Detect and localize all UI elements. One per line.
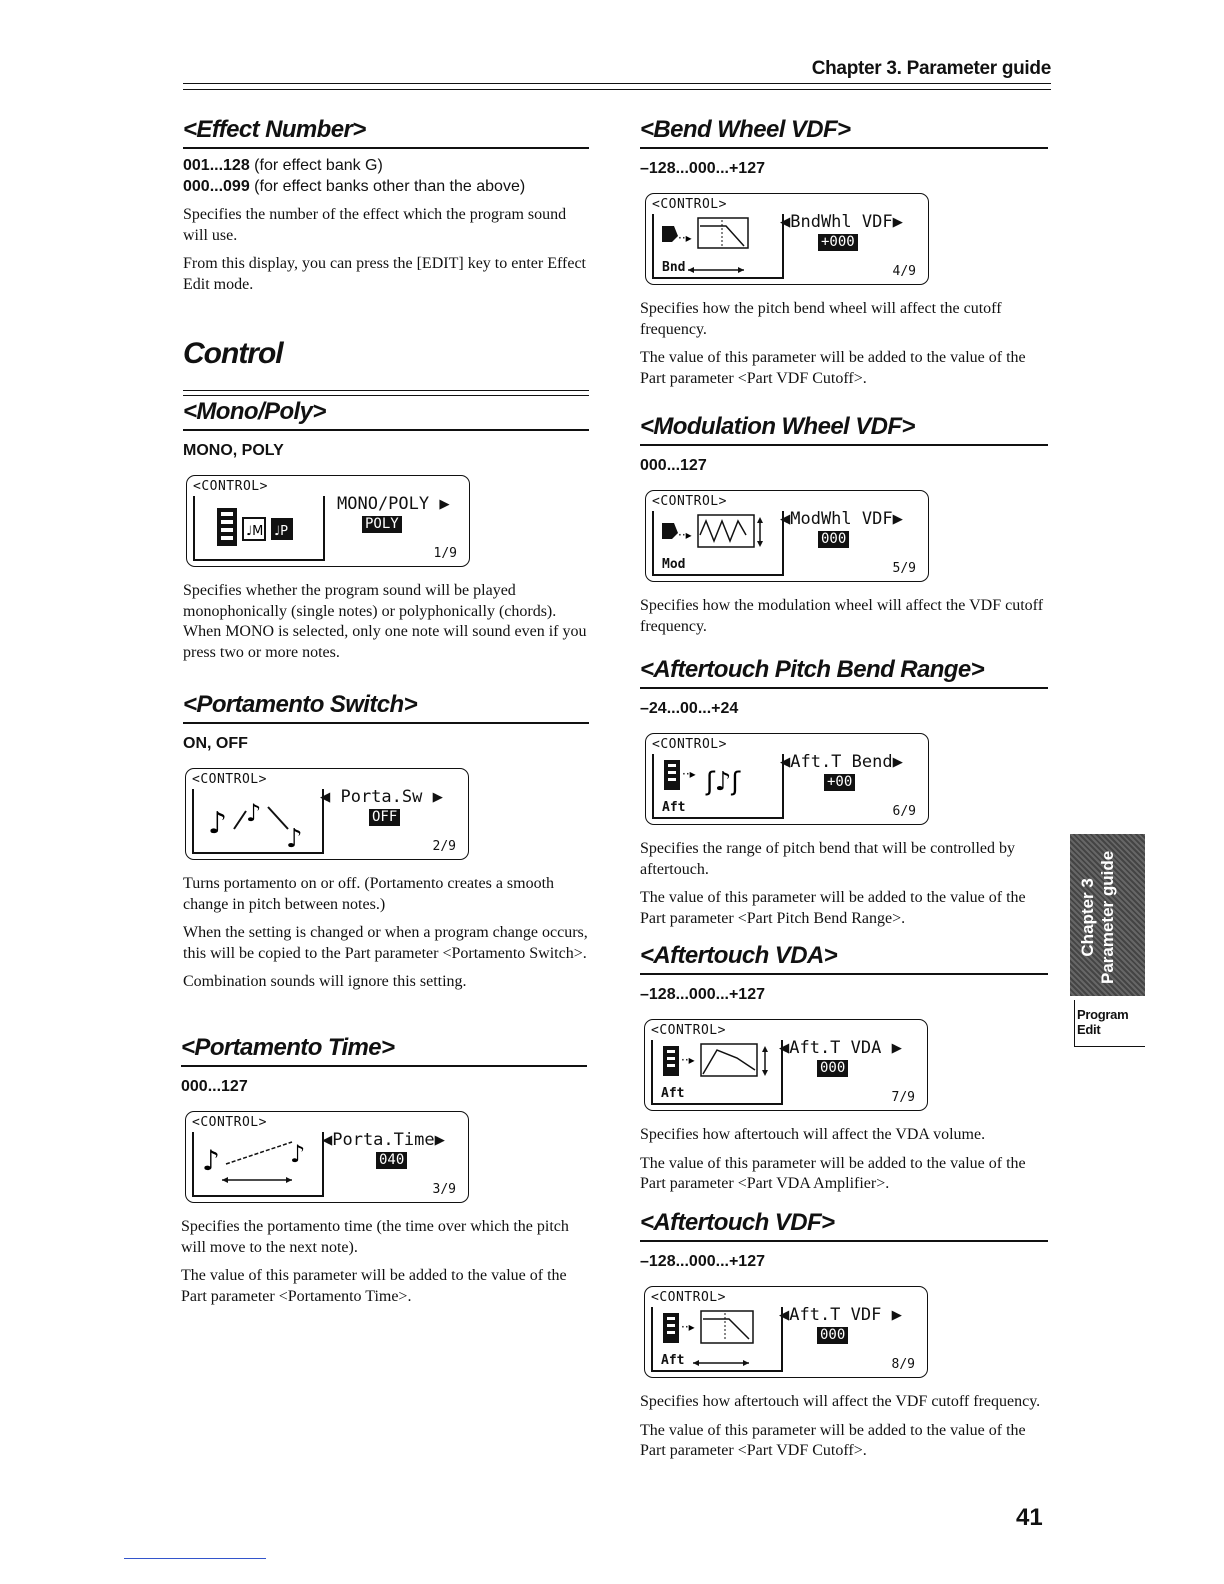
lcd-display [185, 1111, 469, 1203]
side-tab-rule [1074, 1000, 1075, 1046]
body-text: Combination sounds will ignore this setting. [183, 973, 467, 990]
section-effect-number [183, 115, 589, 295]
lcd-parameter: ◀Aft.T VDF ▶ [779, 1305, 902, 1325]
section-heading: <Aftertouch VDA> [640, 942, 838, 969]
major-heading: Control [183, 337, 283, 370]
lcd-value: 040 [376, 1152, 407, 1169]
footer-mark [124, 1558, 266, 1559]
lcd-value: OFF [369, 809, 400, 826]
body-text: Specifies how aftertouch will affect the VDF cutoff frequency. [640, 1393, 1041, 1410]
value-range: ON, OFF [183, 735, 248, 752]
lcd-control-label: <CONTROL> [193, 479, 268, 494]
range-line: 000...099 (for effect banks other than the above) [183, 178, 526, 195]
body-text: Specifies the portamento time (the time over which the pitch will move to the next note). [181, 1218, 569, 1256]
lcd-page: 1/9 [433, 546, 457, 561]
heading-rule [640, 973, 1048, 975]
lcd-page: 6/9 [892, 804, 916, 819]
lcd-value: 000 [817, 1060, 848, 1077]
svg-text:♪: ♪ [246, 799, 262, 827]
value-range: 000...127 [181, 1078, 248, 1095]
value-range: –24...00...+24 [640, 700, 739, 717]
svg-text:♪: ♪ [286, 824, 303, 852]
lcd-display [644, 1019, 928, 1111]
section-aftertouch-pitch-bend [640, 655, 1048, 929]
body-text: The value of this parameter will be added to the value of the Part parameter <Part VDF Cutoff>. [640, 1421, 1026, 1459]
keyboard-icon [195, 496, 323, 559]
svg-text:··▸: ··▸ [682, 767, 696, 781]
lcd-display [186, 475, 470, 567]
value-range: –128...000...+127 [640, 1253, 765, 1270]
range-line: 001...128 (for effect bank G) [183, 157, 383, 174]
mono-poly-icon [193, 496, 325, 561]
lcd-control-label: <CONTROL> [192, 1115, 267, 1130]
lcd-display [645, 490, 929, 582]
heading-rule-thin [183, 395, 589, 396]
portamento-notes-icon [192, 789, 324, 854]
section-heading: <Aftertouch Pitch Bend Range> [640, 656, 984, 683]
chapter-side-tab [1070, 834, 1145, 996]
lcd-parameter: ◀ModWhl VDF▶ [780, 509, 903, 529]
lcd-control-label: <CONTROL> [651, 1023, 726, 1038]
heading-rule [181, 1065, 587, 1067]
note-glide-icon [194, 789, 322, 852]
lcd-parameter: ◀Aft.T Bend▶ [780, 752, 903, 772]
lcd-source-label: Aft [661, 1086, 685, 1101]
lcd-value: +000 [818, 234, 858, 251]
lcd-parameter: ◀ Porta.Sw ▶ [320, 787, 443, 807]
lcd-display [644, 1286, 928, 1378]
lcd-control-label: <CONTROL> [651, 1290, 726, 1305]
body-text: Specifies the number of the effect which the program sound will use. [183, 206, 567, 244]
page-number: 41 [1016, 1504, 1043, 1531]
heading-rule [640, 147, 1048, 149]
lcd-parameter: ◀BndWhl VDF▶ [780, 212, 903, 232]
lcd-parameter: ◀Porta.Time▶ [322, 1130, 445, 1150]
glide-time-icon [194, 1132, 322, 1195]
section-portamento-switch [183, 690, 589, 993]
section-heading: <Mono/Poly> [183, 398, 326, 425]
lcd-parameter: ◀Aft.T VDA ▶ [779, 1038, 902, 1058]
bend-wheel-icon [652, 214, 784, 279]
section-heading: <Portamento Time> [181, 1034, 395, 1061]
side-tab-underline [1074, 1046, 1145, 1047]
lcd-source-label: Mod [662, 557, 686, 572]
svg-text:♪: ♪ [202, 1144, 220, 1177]
heading-rule [640, 1240, 1048, 1242]
svg-text:··▸: ··▸ [678, 231, 692, 245]
lcd-value: 000 [818, 531, 849, 548]
lcd-control-label: <CONTROL> [192, 772, 267, 787]
aftertouch-vda-icon [651, 1040, 783, 1105]
section-portamento-time [181, 1033, 587, 1307]
lcd-page: 7/9 [891, 1090, 915, 1105]
lcd-source-label: Aft [661, 1353, 685, 1368]
section-aftertouch-vda [640, 941, 1048, 1195]
heading-rule [183, 390, 589, 391]
lcd-page: 2/9 [432, 839, 456, 854]
heading-rule [183, 147, 589, 149]
lcd-control-label: <CONTROL> [652, 737, 727, 752]
svg-text:··▸: ··▸ [681, 1053, 695, 1067]
body-text: The value of this parameter will be added to the value of the Part parameter <Part VDF Cutoff>. [640, 349, 1026, 387]
body-text: The value of this parameter will be added to the value of the Part parameter <Portamento Time>. [181, 1267, 567, 1305]
lcd-parameter: MONO/POLY ▶ [337, 494, 450, 514]
lcd-page: 3/9 [432, 1182, 456, 1197]
lcd-control-label: <CONTROL> [652, 494, 727, 509]
svg-text:♪: ♪ [290, 1140, 306, 1168]
section-bend-wheel-vdf [640, 115, 1048, 389]
section-control [183, 336, 589, 396]
body-text: When the setting is changed or when a program change occurs, this will be copied to the Part parameter <Portamento Switch>. [183, 924, 588, 962]
lcd-page: 4/9 [892, 264, 916, 279]
aftertouch-bend-icon [652, 754, 784, 819]
lcd-page: 8/9 [891, 1357, 915, 1372]
svg-text:··▸: ··▸ [678, 528, 692, 542]
lcd-control-label: <CONTROL> [652, 197, 727, 212]
body-text: Turns portamento on or off. (Portamento creates a smooth change in pitch between notes.) [183, 875, 555, 913]
heading-rule [183, 722, 589, 724]
svg-text:♪: ♪ [208, 806, 228, 841]
svg-text:♩P: ♩P [274, 524, 288, 539]
body-text: Specifies how aftertouch will affect the VDA volume. [640, 1126, 986, 1143]
section-heading: <Aftertouch VDF> [640, 1209, 835, 1236]
svg-text:♩M: ♩M [246, 524, 264, 539]
lcd-display [185, 768, 469, 860]
value-range: MONO, POLY [183, 442, 284, 459]
lcd-page: 5/9 [892, 561, 916, 576]
body-text: From this display, you can press the [EDIT] key to enter Effect Edit mode. [183, 255, 586, 293]
section-heading: <Bend Wheel VDF> [640, 116, 851, 143]
lcd-display [645, 733, 929, 825]
body-text: Specifies whether the program sound will be played monophonically (single notes) or polyphonically (chords). When MONO is selected, only one note will sound even if you press two or more notes. [183, 582, 587, 661]
body-text: Specifies how the modulation wheel will affect the VDF cutoff frequency. [640, 597, 1044, 635]
running-header [183, 58, 1051, 94]
lcd-display [645, 193, 929, 285]
section-aftertouch-vdf [640, 1208, 1048, 1462]
section-heading: <Portamento Switch> [183, 691, 417, 718]
section-mod-wheel-vdf [640, 412, 1048, 637]
svg-text:··▸: ··▸ [681, 1320, 695, 1334]
value-range: –128...000...+127 [640, 986, 765, 1003]
section-heading: <Effect Number> [183, 116, 366, 143]
lcd-value: POLY [362, 516, 402, 533]
value-range: 000...127 [640, 457, 707, 474]
body-text: Specifies the range of pitch bend that will be controlled by aftertouch. [640, 840, 1015, 878]
heading-rule [640, 687, 1048, 689]
lcd-source-label: Bnd [662, 260, 686, 275]
body-text: The value of this parameter will be added to the value of the Part parameter <Part VDA Amplifier>. [640, 1154, 1026, 1192]
section-heading: <Modulation Wheel VDF> [640, 413, 915, 440]
lcd-value: 000 [817, 1327, 848, 1344]
heading-rule [183, 429, 589, 431]
header-rule [183, 83, 1051, 84]
svg-text:ʃ♪ʃ: ʃ♪ʃ [706, 767, 741, 797]
section-mono-poly [183, 397, 589, 663]
heading-rule [640, 444, 1048, 446]
side-tab-text: Chapter 3 Parameter guide [1078, 850, 1117, 984]
lcd-source-label: Aft [662, 800, 686, 815]
body-text: The value of this parameter will be added to the value of the Part parameter <Part Pitch Bend Range>. [640, 889, 1026, 927]
portamento-time-icon [192, 1132, 324, 1197]
chapter-title: Chapter 3. Parameter guide [811, 58, 1051, 79]
lcd-value: +00 [824, 774, 855, 791]
value-range: –128...000...+127 [640, 160, 765, 177]
side-tab-subsection: Program Edit [1077, 1007, 1129, 1037]
header-rule-thin [183, 89, 1051, 90]
body-text: Specifies how the pitch bend wheel will affect the cutoff frequency. [640, 300, 1002, 338]
mod-wheel-icon [652, 511, 784, 576]
aftertouch-vdf-icon [651, 1307, 783, 1372]
